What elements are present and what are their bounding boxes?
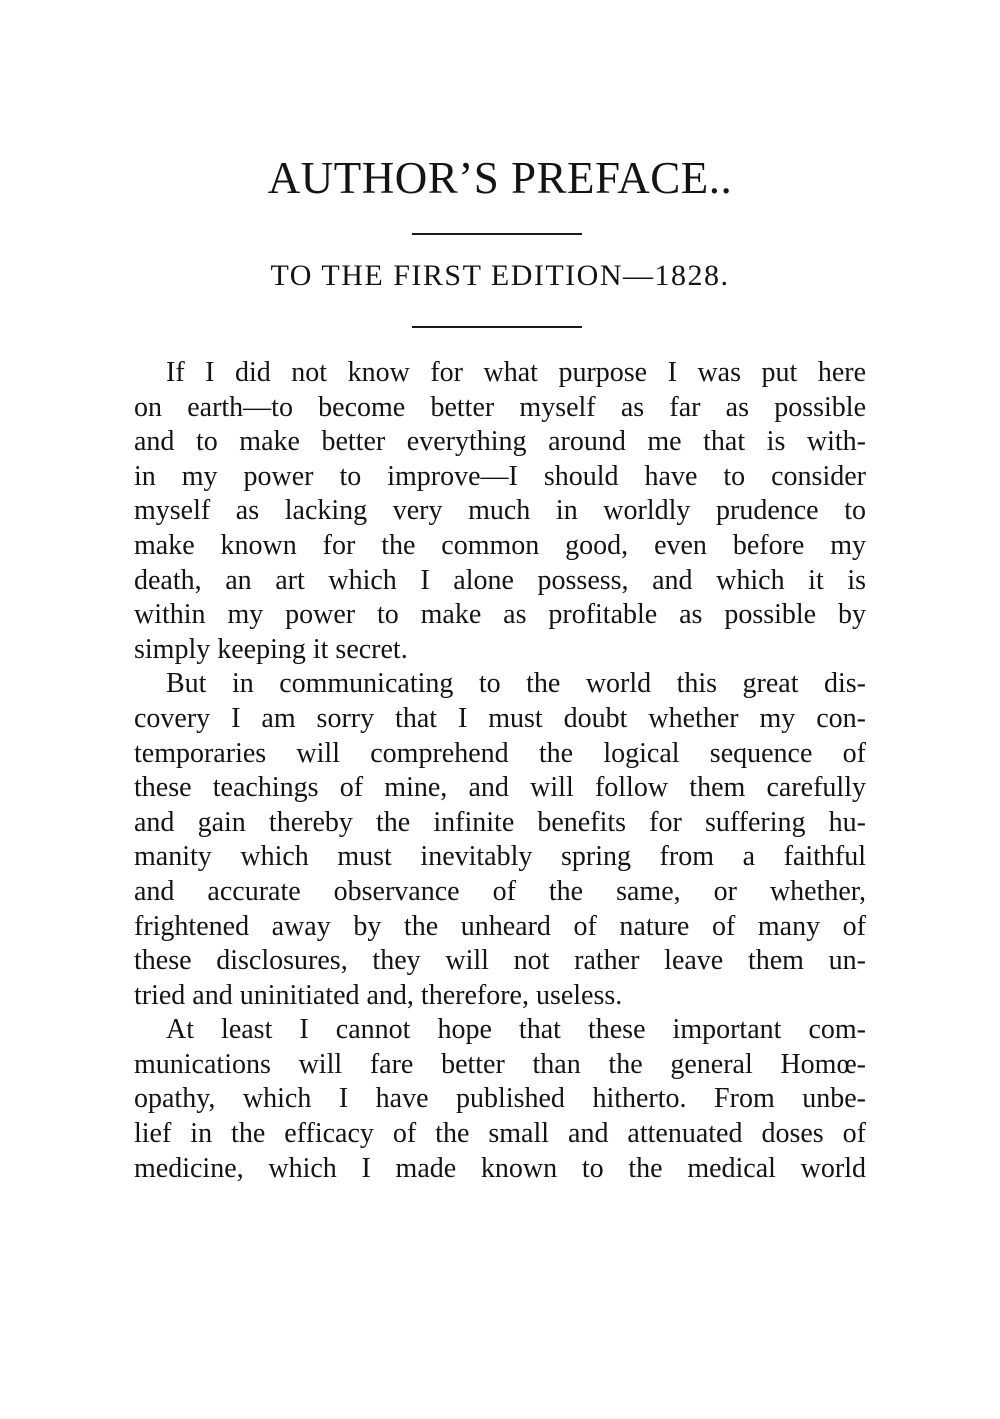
text-line: in my power to improve—I should have to consider bbox=[134, 460, 866, 492]
text-line: If I did not know for what purpose I was put here bbox=[166, 357, 866, 388]
text-line: death, an art which I alone possess, and which it is bbox=[134, 564, 866, 596]
text-line: At least I cannot hope that these important com- bbox=[166, 1014, 866, 1046]
title-divider bbox=[412, 233, 582, 235]
text-line: frightened away by the unheard of nature of many of bbox=[134, 910, 866, 942]
text-line: these teachings of mine, and will follow them carefully bbox=[134, 772, 866, 804]
text-line: and accurate observance of the same, or whether, bbox=[134, 875, 866, 907]
text-line: on earth—to become better myself as far as possible bbox=[134, 391, 866, 423]
text-line: But in communicating to the world this great dis- bbox=[166, 668, 866, 700]
subtitle-divider bbox=[412, 326, 582, 328]
text-line: within my power to make as profitable as possible by bbox=[134, 599, 866, 631]
text-line: lief in the efficacy of the small and attenuated doses of bbox=[134, 1118, 866, 1150]
text-line: make known for the common good, even before my bbox=[134, 529, 866, 561]
text-line: myself as lacking very much in worldly prudence to bbox=[134, 495, 866, 527]
text-line: medicine, which I made known to the medical world bbox=[134, 1152, 866, 1184]
text-line: and gain thereby the infinite benefits for suffering hu- bbox=[134, 806, 866, 838]
text-line: opathy, which I have published hitherto. From unbe- bbox=[134, 1083, 866, 1115]
text-line: simply keeping it secret. bbox=[134, 633, 408, 665]
body-text bbox=[134, 356, 866, 1186]
text-line: tried and uninitiated and, therefore, useless. bbox=[134, 979, 623, 1011]
text-line: covery I am sorry that I must doubt whether my con- bbox=[134, 702, 866, 734]
page-subtitle: TO THE FIRST EDITION—1828. bbox=[270, 259, 730, 292]
text-line: and to make better everything around me that is with- bbox=[134, 426, 866, 458]
text-line: munications will fare better than the general Homœ- bbox=[134, 1048, 866, 1080]
text-line: manity which must inevitably spring from a faithful bbox=[134, 841, 866, 873]
text-line: temporaries will comprehend the logical sequence of bbox=[134, 737, 866, 769]
page-title: AUTHOR’S PREFACE.. bbox=[267, 153, 733, 203]
text-line: these disclosures, they will not rather leave them un- bbox=[134, 945, 866, 977]
